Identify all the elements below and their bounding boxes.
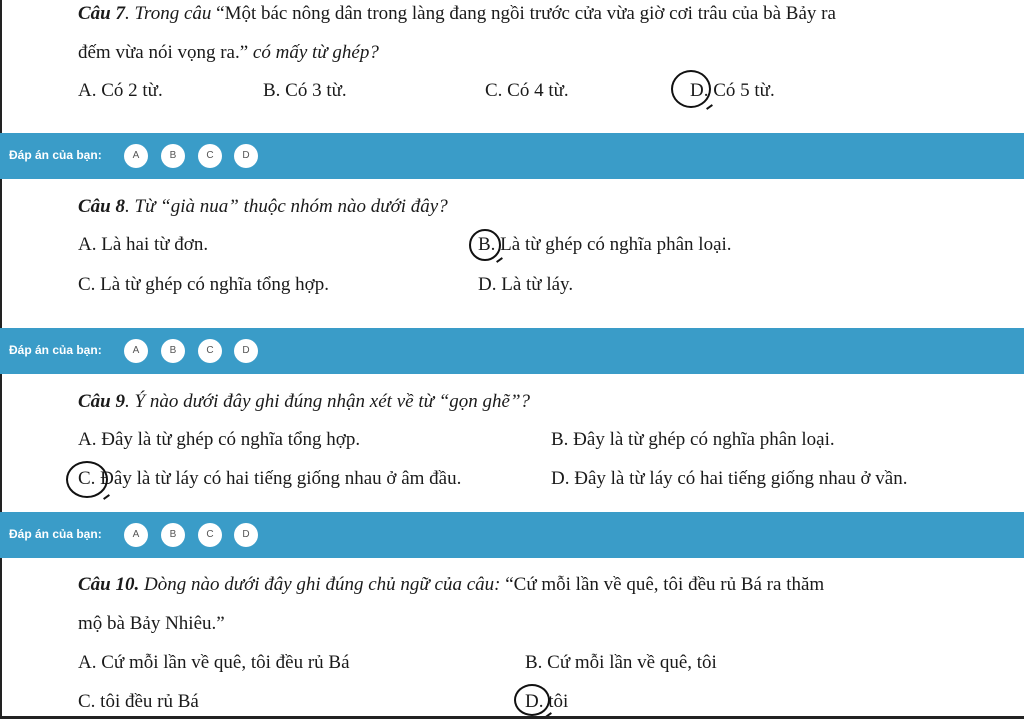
q7-option-d: D. Có 5 từ. — [690, 80, 775, 101]
answer-choice-a[interactable]: A — [124, 523, 148, 547]
q8-question — [78, 196, 448, 218]
q8-option-d: D. Là từ láy. — [478, 274, 574, 295]
answer-choice-c[interactable]: C — [198, 144, 222, 168]
answer-bar-q9 — [0, 328, 1024, 374]
q10-question-text: Dòng nào dưới đây ghi đúng chủ ngữ của câu: — [139, 574, 506, 595]
q10-question-line2 — [78, 613, 225, 635]
q8-number: Câu 8 — [78, 196, 125, 217]
q7-option-a: A. Có 2 từ. — [78, 80, 163, 101]
q9-question-text: . Ý nào dưới đây ghi đúng nhận xét về từ “gọn ghẽ”? — [125, 391, 531, 412]
q7-number: Câu 7 — [78, 3, 125, 24]
q8-question-text: . Từ “già nua” thuộc nhóm nào dưới đây? — [125, 196, 448, 217]
answer-bar-label: Đáp án của bạn: — [9, 148, 102, 162]
answer-choice-b[interactable]: B — [161, 523, 185, 547]
q7-intro: . Trong câu — [125, 3, 217, 24]
q10-option-b: B. Cứ mỗi lần về quê, tôi — [525, 652, 717, 673]
answer-choice-a[interactable]: A — [124, 144, 148, 168]
answer-choice-d[interactable]: D — [234, 144, 258, 168]
q7-quote-line2: đếm vừa nói vọng ra.” — [78, 42, 249, 63]
answer-choice-c[interactable]: C — [198, 523, 222, 547]
answer-choice-d[interactable]: D — [234, 339, 258, 363]
q7-option-c: C. Có 4 từ. — [485, 80, 569, 101]
q9-option-a: A. Đây là từ ghép có nghĩa tổng hợp. — [78, 429, 361, 450]
q9-number: Câu 9 — [78, 391, 125, 412]
answer-choice-a[interactable]: A — [124, 339, 148, 363]
q10-option-c: C. tôi đều rủ Bá — [78, 691, 199, 712]
q8-option-a: A. Là hai từ đơn. — [78, 234, 209, 255]
answer-bar-q8 — [0, 133, 1024, 179]
q9-question — [78, 391, 530, 413]
q9-option-d: D. Đây là từ láy có hai tiếng giống nhau ở vần. — [551, 468, 908, 489]
q7-quote-line1: “Một bác nông dân trong làng đang ngồi trước cửa vừa giờ cơi trâu của bà Bảy ra — [216, 3, 836, 24]
answer-choice-c[interactable]: C — [198, 339, 222, 363]
q9-option-b: B. Đây là từ ghép có nghĩa phân loại. — [551, 429, 835, 450]
answer-bar-label: Đáp án của bạn: — [9, 343, 102, 357]
q8-option-c: C. Là từ ghép có nghĩa tổng hợp. — [78, 274, 329, 295]
q10-question-line1 — [78, 574, 824, 596]
q7-option-b: B. Có 3 từ. — [263, 80, 347, 101]
answer-choice-b[interactable]: B — [161, 144, 185, 168]
q10-option-a: A. Cứ mỗi lần về quê, tôi đều rủ Bá — [78, 652, 350, 673]
q10-option-d: D. tôi — [525, 691, 569, 712]
answer-choice-b[interactable]: B — [161, 339, 185, 363]
q10-number: Câu 10. — [78, 574, 140, 595]
q7-question-line2 — [78, 42, 379, 64]
q9-option-c: C. Đây là từ láy có hai tiếng giống nhau ở âm đầu. — [78, 468, 462, 489]
answer-bar-label: Đáp án của bạn: — [9, 527, 102, 541]
q7-question-tail: có mấy từ ghép? — [248, 42, 379, 63]
q7-question-line1 — [78, 3, 836, 25]
answer-choice-d[interactable]: D — [234, 523, 258, 547]
q10-quote-line1: “Cứ mỗi lần về quê, tôi đều rủ Bá ra thăm — [505, 574, 825, 595]
answer-bar-q10 — [0, 512, 1024, 558]
q8-option-b: B. Là từ ghép có nghĩa phân loại. — [478, 234, 732, 255]
q10-quote-line2: mộ bà Bảy Nhiêu.” — [78, 613, 225, 634]
